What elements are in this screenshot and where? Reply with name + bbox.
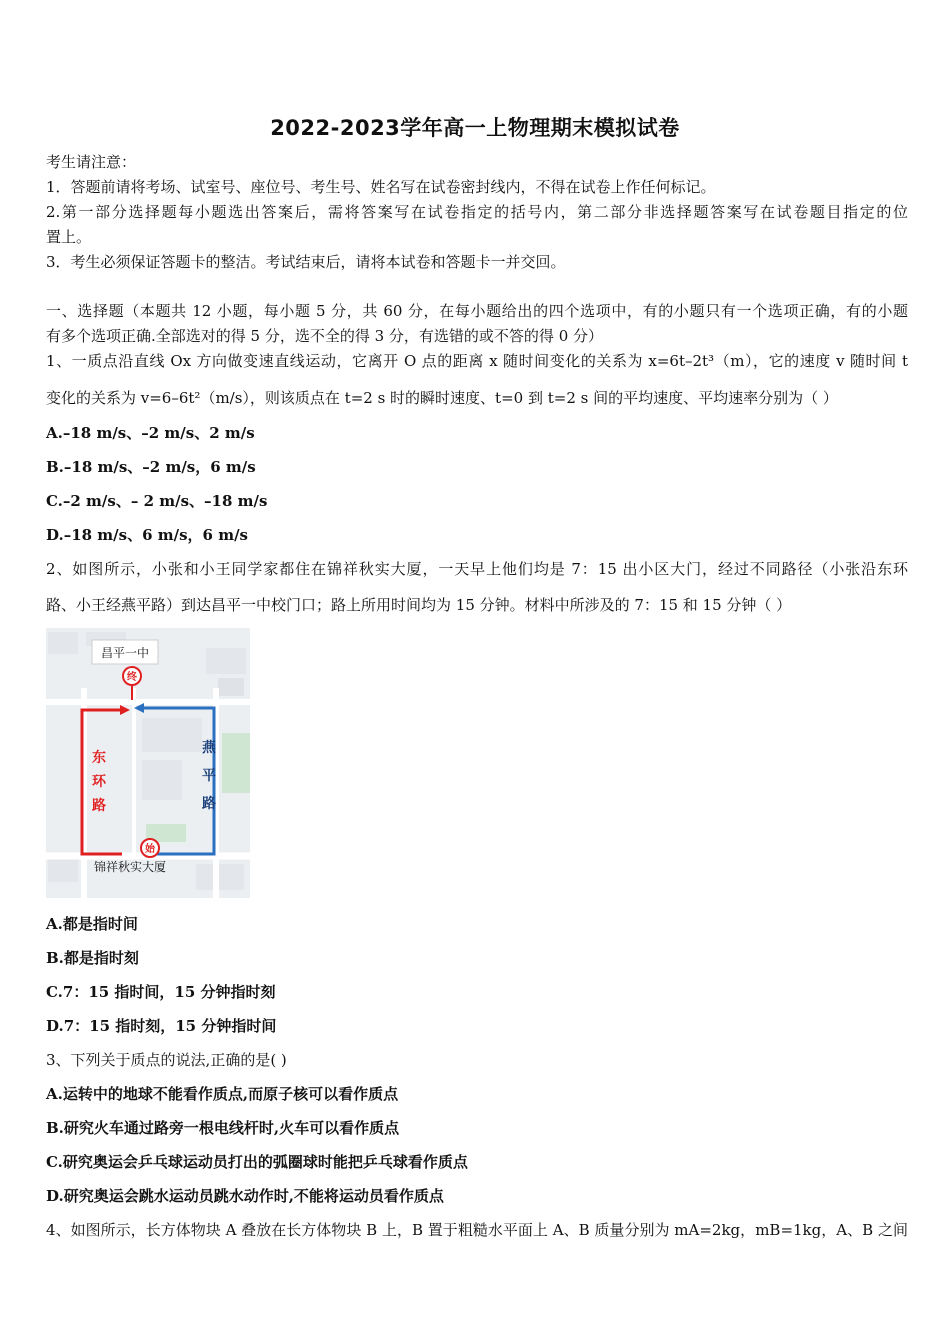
map-block xyxy=(142,760,182,800)
q2-option-b: B.都是指时刻 xyxy=(46,949,139,967)
q1-option-d: D.–18 m/s、6 m/s，6 m/s xyxy=(46,526,248,544)
q3-option-c: C.研究奥运会乒乓球运动员打出的弧圈球时能把乒乓球看作质点 xyxy=(46,1153,468,1171)
map-block xyxy=(48,632,78,654)
east-road-char-3: 路 xyxy=(92,798,106,814)
q4-stem-line-1: 4、如图所示，长方体物块 A 叠放在长方体物块 B 上，B 置于粗糙水平面上 A、B 质量分别为 mA=2kg，mB=1kg，A、B 之间 xyxy=(46,1221,908,1239)
q3-option-a: A.运转中的地球不能看作质点,而原子核可以看作质点 xyxy=(46,1085,399,1103)
school-label: 昌平一中 xyxy=(100,646,150,660)
q2-stem-line-1: 2、如图所示，小张和小王同学家都住在锦祥秋实大厦，一天早上他们均是 7：15 出小区大门，经过不同路径（小张沿东环 xyxy=(46,560,908,578)
map-block xyxy=(142,718,202,752)
q1-stem-line-1: 1、一质点沿直线 Ox 方向做变速直线运动，它离开 O 点的距离 x 随时间变化的关系为 x=6t–2t³（m），它的速度 v 随时间 t xyxy=(46,352,908,370)
q1-option-b: B.–18 m/s、–2 m/s，6 m/s xyxy=(46,458,256,476)
map-block xyxy=(48,858,78,882)
map-park xyxy=(222,733,250,793)
yanping-road-char-1: 燕 xyxy=(202,740,216,756)
q1-option-c: C.–2 m/s、– 2 m/s、–18 m/s xyxy=(46,492,268,510)
yanping-road-char-2: 平 xyxy=(202,768,216,784)
q2-stem-line-2: 路、小王经燕平路）到达昌平一中校门口；路上所用时间均为 15 分钟。材料中所涉及的 7：15 和 15 分钟（ ） xyxy=(46,596,792,614)
notice-item-2: 2.第一部分选择题每小题选出答案后，需将答案写在试卷指定的括号内，第二部分非选择题答案写在试卷题目指定的位 xyxy=(46,203,908,221)
q1-option-a: A.–18 m/s、–2 m/s、2 m/s xyxy=(46,424,255,442)
q2-option-a: A.都是指时间 xyxy=(46,915,138,933)
notice-item-1: 1．答题前请将考场、试室号、座位号、考生号、姓名写在试卷密封线内，不得在试卷上作任何标记。 xyxy=(46,178,716,196)
yanping-road-char-3: 路 xyxy=(202,796,216,812)
map-block xyxy=(196,864,244,890)
q3-option-d: D.研究奥运会跳水运动员跳水动作时,不能将运动员看作质点 xyxy=(46,1187,444,1205)
q1-stem-line-2: 变化的关系为 v=6–6t²（m/s），则该质点在 t=2 s 时的瞬时速度、t=0 到 t=2 s 间的平均速度、平均速率分别为（ ） xyxy=(46,389,838,407)
end-marker-label: 终 xyxy=(127,672,137,683)
start-marker-label: 始 xyxy=(145,844,155,855)
map-block xyxy=(206,648,246,674)
notice-heading: 考生请注意： xyxy=(46,153,137,171)
q2-option-c: C.7：15 指时间，15 分钟指时刻 xyxy=(46,983,276,1001)
notice-item-2-cont: 置上。 xyxy=(46,228,92,246)
q2-option-d: D.7：15 指时刻，15 分钟指时间 xyxy=(46,1017,277,1035)
east-road-char-2: 环 xyxy=(92,774,106,790)
map-block xyxy=(218,678,244,696)
section-heading-line-1: 一、选择题（本题共 12 小题，每小题 5 分，共 60 分，在每小题给出的四个选项中，有的小题只有一个选项正确，有的小题 xyxy=(46,302,908,320)
q3-stem: 3、下列关于质点的说法,正确的是( ) xyxy=(46,1051,287,1069)
page-title: 2022-2023学年高一上物理期末模拟试卷 xyxy=(270,116,680,140)
q3-option-b: B.研究火车通过路旁一根电线杆时,火车可以看作质点 xyxy=(46,1119,400,1137)
building-label: 锦祥秋实大厦 xyxy=(94,860,167,874)
section-heading-line-2: 有多个选项正确.全部选对的得 5 分，选不全的得 3 分，有选错的或不答的得 0 分） xyxy=(46,327,604,345)
notice-item-3: 3．考生必须保证答题卡的整洁。考试结束后，请将本试卷和答题卡一并交回。 xyxy=(46,253,566,271)
east-road-char-1: 东 xyxy=(92,750,106,766)
route-map-figure xyxy=(46,628,250,898)
